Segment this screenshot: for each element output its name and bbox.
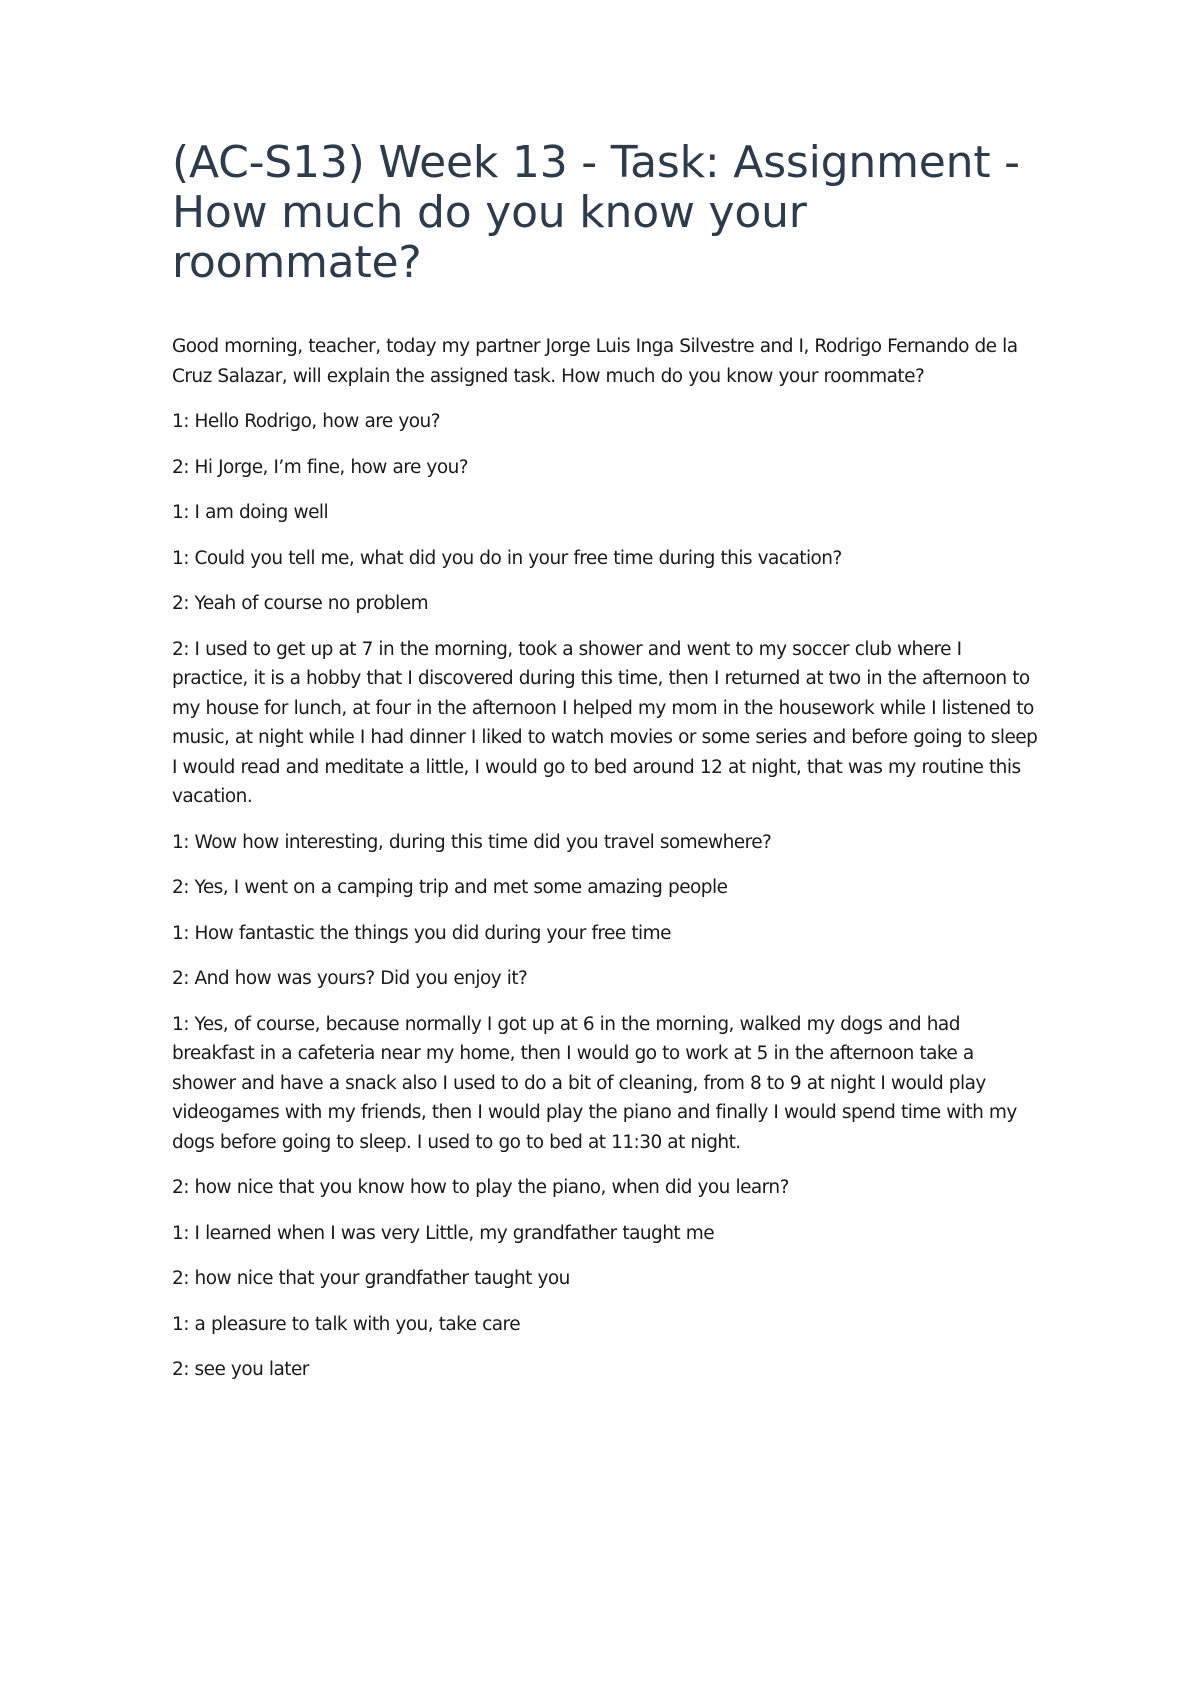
dialogue-line: 2: Yes, I went on a camping trip and met some amazing people [172, 877, 728, 898]
dialogue-line: 1: a pleasure to talk with you, take care [172, 1313, 521, 1335]
dialogue-line: 1: Wow how interesting, during this time did you travel somewhere? [172, 831, 772, 853]
intro-paragraph: Good morning, teacher, today my partner Jorge Luis Inga Silvestre and I, Rodrigo Fernando de la Cruz Salazar, will explain the assigned task. How much do you know your roommate? [172, 336, 1018, 387]
dialogue-line: 1: Hello Rodrigo, how are you? [172, 411, 440, 432]
dialogue-line: 2: And how was yours? Did you enjoy it? [172, 968, 528, 989]
dialogue-line: 2: Hi Jorge, I’m fine, how are you? [172, 456, 469, 478]
dialogue-line: 1: I am doing well [172, 502, 329, 523]
dialogue-line: 2: how nice that your grandfather taught you [172, 1268, 570, 1289]
dialogue-line: 2: see you later [172, 1359, 309, 1380]
dialogue-line: 2: how nice that you know how to play the piano, when did you learn? [172, 1177, 789, 1198]
dialogue-line: 2: Yeah of course no problem [172, 593, 429, 614]
document-content [172, 138, 1042, 1401]
dialogue-line: 1: I learned when I was very Little, my grandfather taught me [172, 1222, 715, 1244]
dialogue-line: 2: I used to get up at 7 in the morning, took a shower and went to my soccer club where I practice, it is a hobby that I discovered during this time, then I returned at two in the afternoon to my house for lunch, at four in the afternoon I helped my mom in the housework while I listened to music, at night while I had dinner I liked to watch movies or some series and before going to sleep I would read and meditate a little, I would go to bed around 12 at night, that was my routine this vacation. [172, 638, 1038, 807]
dialogue-line: 1: How fantastic the things you did during your free time [172, 922, 671, 944]
dialogue-line: 1: Could you tell me, what did you do in your free time during this vacation? [172, 547, 842, 569]
document-title: (AC-S13) Week 13 - Task: Assignment - How much do you know your roommate? [172, 137, 1020, 288]
dialogue-line: 1: Yes, of course, because normally I got up at 6 in the morning, walked my dogs and had breakfast in a cafeteria near my home, then I would go to work at 5 in the afternoon take a shower and have a snack also I used to do a bit of cleaning, from 8 to 9 at night I would play videogames with my friends, then I would play the piano and finally I would spend time with my dogs before going to sleep. I used to go to bed at 11:30 at night. [172, 1013, 1017, 1153]
